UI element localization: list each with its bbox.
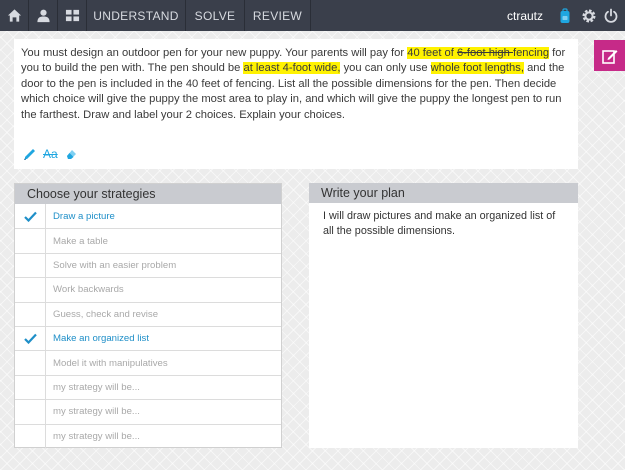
strategies-list — [15, 204, 281, 448]
strategy-row[interactable] — [15, 204, 281, 228]
strategy-label: my strategy will be... — [53, 406, 140, 418]
strategy-label: my strategy will be... — [53, 430, 140, 442]
strategy-checkbox[interactable] — [15, 425, 46, 448]
strategy-checkbox[interactable] — [15, 400, 46, 423]
eraser-tool[interactable] — [64, 147, 78, 161]
home-button[interactable] — [0, 0, 29, 31]
logout-button[interactable] — [601, 0, 625, 31]
strategy-checkbox[interactable] — [15, 254, 46, 277]
strategy-label: my strategy will be... — [53, 381, 140, 393]
strategy-row[interactable] — [15, 302, 281, 326]
plan-title: Write your plan — [309, 183, 578, 203]
problem-text-segment: You must design an outdoor pen for your new puppy. Your parents will pay for — [21, 47, 408, 59]
backpack-icon — [557, 8, 573, 24]
strategy-row[interactable] — [15, 228, 281, 252]
highlighter-icon — [23, 147, 37, 161]
strategy-row[interactable] — [15, 424, 281, 448]
strategies-title: Choose your strategies — [15, 184, 281, 204]
strategy-row[interactable] — [15, 253, 281, 277]
tab-understand[interactable]: UNDERSTAND — [87, 0, 186, 31]
strategies-panel — [14, 183, 282, 448]
problem-text-segment: and the door to the pen is included in the 40 feet of fencing. List all the possible dimensions for the pen. Then decide which choice will give the puppy the most area to play in, and which will give the puppy the longest pen to run the farthest. Draw and label your 2 choices. Explain your choices. — [21, 62, 565, 121]
notes-button[interactable] — [594, 40, 625, 71]
strategy-label: Solve with an easier problem — [53, 259, 177, 271]
edit-note-icon — [601, 47, 619, 65]
strikethrough-tool[interactable]: Aa — [43, 147, 58, 161]
nav-spacer — [311, 0, 507, 31]
username[interactable]: ctrautz — [506, 8, 543, 23]
profile-button[interactable] — [29, 0, 58, 31]
problem-text[interactable] — [21, 46, 573, 123]
strategy-label: Make a table — [53, 235, 108, 247]
checkmark-icon — [24, 333, 37, 344]
strategy-checkbox[interactable] — [15, 376, 46, 399]
highlighted-phrase: 40 feet of — [407, 47, 457, 59]
eraser-icon — [64, 147, 78, 161]
problem-text-segment: for you to build the pen with. The pen should be — [21, 47, 566, 75]
strategy-checkbox[interactable] — [15, 351, 46, 374]
strategy-label: Guess, check and revise — [53, 308, 159, 320]
top-nav — [0, 0, 625, 31]
tab-solve[interactable]: SOLVE — [186, 0, 245, 31]
strategy-row[interactable] — [15, 399, 281, 423]
tab-review[interactable]: REVIEW — [245, 0, 311, 31]
strategy-label: Make an organized list — [53, 333, 149, 345]
backpack-button[interactable] — [553, 0, 577, 31]
strategy-row[interactable] — [15, 277, 281, 301]
strategy-label: Draw a picture — [53, 210, 115, 222]
strategy-label: Work backwards — [53, 284, 124, 296]
strategy-checkbox[interactable] — [15, 229, 46, 252]
highlighter-tool[interactable] — [23, 147, 37, 161]
problem-text-segment: you can only use — [340, 62, 431, 75]
dashboard-button[interactable] — [58, 0, 87, 31]
strategy-checkbox[interactable] — [15, 303, 46, 326]
gear-icon — [581, 8, 597, 24]
power-icon — [603, 8, 619, 24]
annotation-tools — [23, 147, 78, 161]
home-icon — [7, 8, 22, 23]
highlighted-phrase: at least 4-foot wide, — [243, 62, 341, 75]
highlighted-phrase: fencing — [512, 47, 550, 59]
checkmark-icon — [24, 211, 37, 222]
strategy-row[interactable] — [15, 326, 281, 350]
strategy-checkbox[interactable] — [15, 278, 46, 301]
problem-card — [14, 39, 578, 169]
strategy-label: Model it with manipulatives — [53, 357, 168, 369]
highlighted-phrase: 6-foot high — [456, 47, 513, 59]
user-icon — [36, 8, 51, 23]
settings-button[interactable] — [577, 0, 601, 31]
grid-icon — [65, 8, 80, 23]
strategy-row[interactable] — [15, 350, 281, 374]
highlighted-phrase: whole foot lengths, — [430, 62, 524, 75]
plan-textarea[interactable]: I will draw pictures and make an organized list of all the possible dimensions. — [323, 210, 556, 237]
strategy-row[interactable] — [15, 375, 281, 399]
strategy-checkbox[interactable] — [15, 204, 46, 228]
plan-panel — [309, 183, 578, 448]
strategy-checkbox[interactable] — [15, 327, 46, 350]
